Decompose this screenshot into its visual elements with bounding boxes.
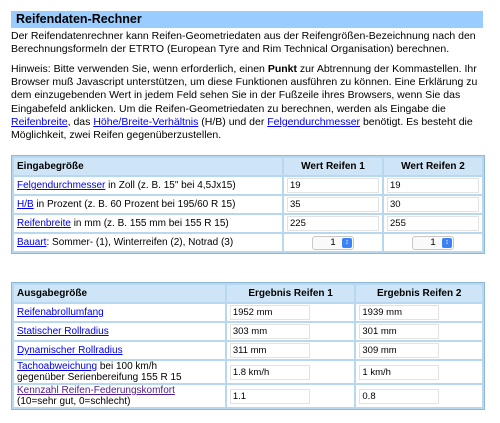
row-label	[14, 323, 225, 340]
cell-value-2	[384, 177, 482, 194]
bauart-select-1[interactable]	[312, 236, 354, 250]
link-felgendurchmesser-row[interactable]: Felgendurchmesser	[17, 180, 106, 191]
row-label	[14, 177, 282, 194]
cell-value-1	[284, 234, 382, 251]
statischer-rollradius-result-1: 303 mm	[230, 324, 310, 339]
felgendurchmesser-input-2[interactable]: 19	[387, 178, 479, 193]
row-desc: bei 100 km/h	[97, 361, 158, 372]
cell-result-2	[356, 361, 482, 383]
link-reifenabrollumfang[interactable]: Reifenabrollumfang	[17, 307, 104, 318]
cell-result-2	[356, 304, 482, 321]
link-dynamischer-rollradius[interactable]: Dynamischer Rollradius	[17, 345, 123, 356]
header-wert-reifen-2: Wert Reifen 2	[384, 158, 482, 175]
abrollumfang-result-1: 1952 mm	[230, 305, 310, 320]
row-desc: : Sommer- (1), Winterreifen (2), Notrad (3)	[46, 237, 234, 248]
header-ergebnis-reifen-1: Ergebnis Reifen 1	[227, 285, 355, 302]
link-bauart-row[interactable]: Bauart	[17, 237, 47, 248]
cell-result-1	[227, 304, 355, 321]
row-label	[14, 215, 282, 232]
cell-value-1	[284, 177, 382, 194]
federungskomfort-result-2: 0.8	[359, 389, 439, 404]
intro-text: Der Reifendatenrechner kann Reifen-Geometriedaten aus der Reifengrößen-Bezeichnung nach den Berechnungsformeln der ETRTO (European Tyre and Rim Technical Organisation) berechnen.	[11, 30, 476, 56]
hint-text-2: zur Abtrennung der Kommastellen. Ihr Browser muß Javascript unterstützen, um diese Funktionen ausführen zu können. Eine Erklärung zu dem einzugebenden Wert in jedem Feld sehen Sie in der Fußzeile ihres Browsers, wenn Sie das Eingabefeld anklicken. Um die Reifen-Geometriedaten zu berechnen, werden als Eingabe die	[11, 63, 478, 115]
row-desc: in Zoll (z. B. 15" bei 4,5Jx15)	[105, 180, 236, 191]
cell-result-1	[227, 342, 355, 359]
row-label	[14, 385, 225, 407]
table-row	[14, 215, 482, 232]
table-row	[14, 304, 482, 321]
page-title: Reifendaten-Rechner	[11, 11, 483, 28]
table-row	[14, 323, 482, 340]
link-statischer-rollradius[interactable]: Statischer Rollradius	[17, 326, 109, 337]
link-hoehe-breite[interactable]: Höhe/Breite-Verhältnis	[93, 115, 199, 128]
output-table	[11, 282, 485, 410]
cell-value-1	[284, 196, 382, 213]
statischer-rollradius-result-2: 301 mm	[359, 324, 439, 339]
row-label	[14, 304, 225, 321]
cell-result-1	[227, 323, 355, 340]
cell-result-2	[356, 323, 482, 340]
bauart-select-2-value: 1	[430, 236, 436, 248]
row-label	[14, 196, 282, 213]
tachoabweichung-result-2: 1 km/h	[359, 365, 439, 380]
cell-result-2	[356, 342, 482, 359]
table-row	[14, 177, 482, 194]
hb-input-1[interactable]: 35	[287, 197, 379, 212]
hint-text	[11, 63, 483, 142]
hint-text-1: Hinweis: Bitte verwenden Sie, wenn erforderlich, einen	[11, 63, 268, 75]
link-kennzahl-federungskomfort[interactable]: Kennzahl Reifen-Federungskomfort	[17, 385, 175, 396]
abrollumfang-result-2: 1939 mm	[359, 305, 439, 320]
tachoabweichung-result-1: 1.8 km/h	[230, 365, 310, 380]
federungskomfort-result-1: 1.1	[230, 389, 310, 404]
link-felgendurchmesser[interactable]: Felgendurchmesser	[267, 115, 361, 128]
table-row	[14, 342, 482, 359]
link-reifenbreite-row[interactable]: Reifenbreite	[17, 218, 71, 229]
hb-input-2[interactable]: 30	[387, 197, 479, 212]
table-row	[14, 234, 482, 251]
felgendurchmesser-input-1[interactable]: 19	[287, 178, 379, 193]
row-desc-2: gegenüber Serienbereifung 155 R 15	[17, 372, 182, 383]
bauart-select-1-value: 1	[330, 236, 336, 248]
updown-arrow-icon: ↕	[342, 238, 352, 248]
cell-value-2	[384, 234, 482, 251]
input-table-header	[14, 158, 482, 175]
input-table	[11, 155, 485, 254]
cell-result-2	[356, 385, 482, 407]
cell-value-2	[384, 196, 482, 213]
cell-result-1	[227, 361, 355, 383]
cell-value-2	[384, 215, 482, 232]
header-wert-reifen-1: Wert Reifen 1	[284, 158, 382, 175]
link-tachoabweichung[interactable]: Tachoabweichung	[17, 361, 98, 372]
table-row	[14, 361, 482, 383]
hint-text-4: (H/B) und der	[198, 115, 268, 128]
row-desc-2: (10=sehr gut, 0=schlecht)	[17, 396, 131, 407]
bauart-select-2[interactable]	[412, 236, 454, 250]
header-ausgabegroesse: Ausgabegröße	[14, 285, 225, 302]
row-desc: in Prozent (z. B. 60 Prozent bei 195/60 R 15)	[33, 199, 236, 210]
header-eingabegroesse: Eingabegröße	[14, 158, 282, 175]
updown-arrow-icon: ↕	[442, 238, 452, 248]
output-table-header	[14, 285, 482, 302]
link-reifenbreite[interactable]: Reifenbreite	[11, 115, 68, 128]
link-hb-row[interactable]: H/B	[17, 199, 34, 210]
dynamischer-rollradius-result-2: 309 mm	[359, 343, 439, 358]
row-desc: in mm (z. B. 155 mm bei 155 R 15)	[70, 218, 229, 229]
row-label	[14, 234, 282, 251]
header-ergebnis-reifen-2: Ergebnis Reifen 2	[356, 285, 482, 302]
cell-result-1	[227, 385, 355, 407]
cell-value-1	[284, 215, 382, 232]
table-row	[14, 385, 482, 407]
dynamischer-rollradius-result-1: 311 mm	[230, 343, 310, 358]
row-label	[14, 342, 225, 359]
table-row	[14, 196, 482, 213]
row-label	[14, 361, 225, 383]
hint-text-5: benötigt. Es besteht die Möglichkeit, zwei Reifen gegenüberzustellen.	[11, 115, 473, 142]
reifenbreite-input-2[interactable]: 255	[387, 216, 479, 231]
hint-text-3: , das	[67, 115, 94, 128]
hint-bold: Punkt	[267, 63, 297, 75]
reifenbreite-input-1[interactable]: 225	[287, 216, 379, 231]
